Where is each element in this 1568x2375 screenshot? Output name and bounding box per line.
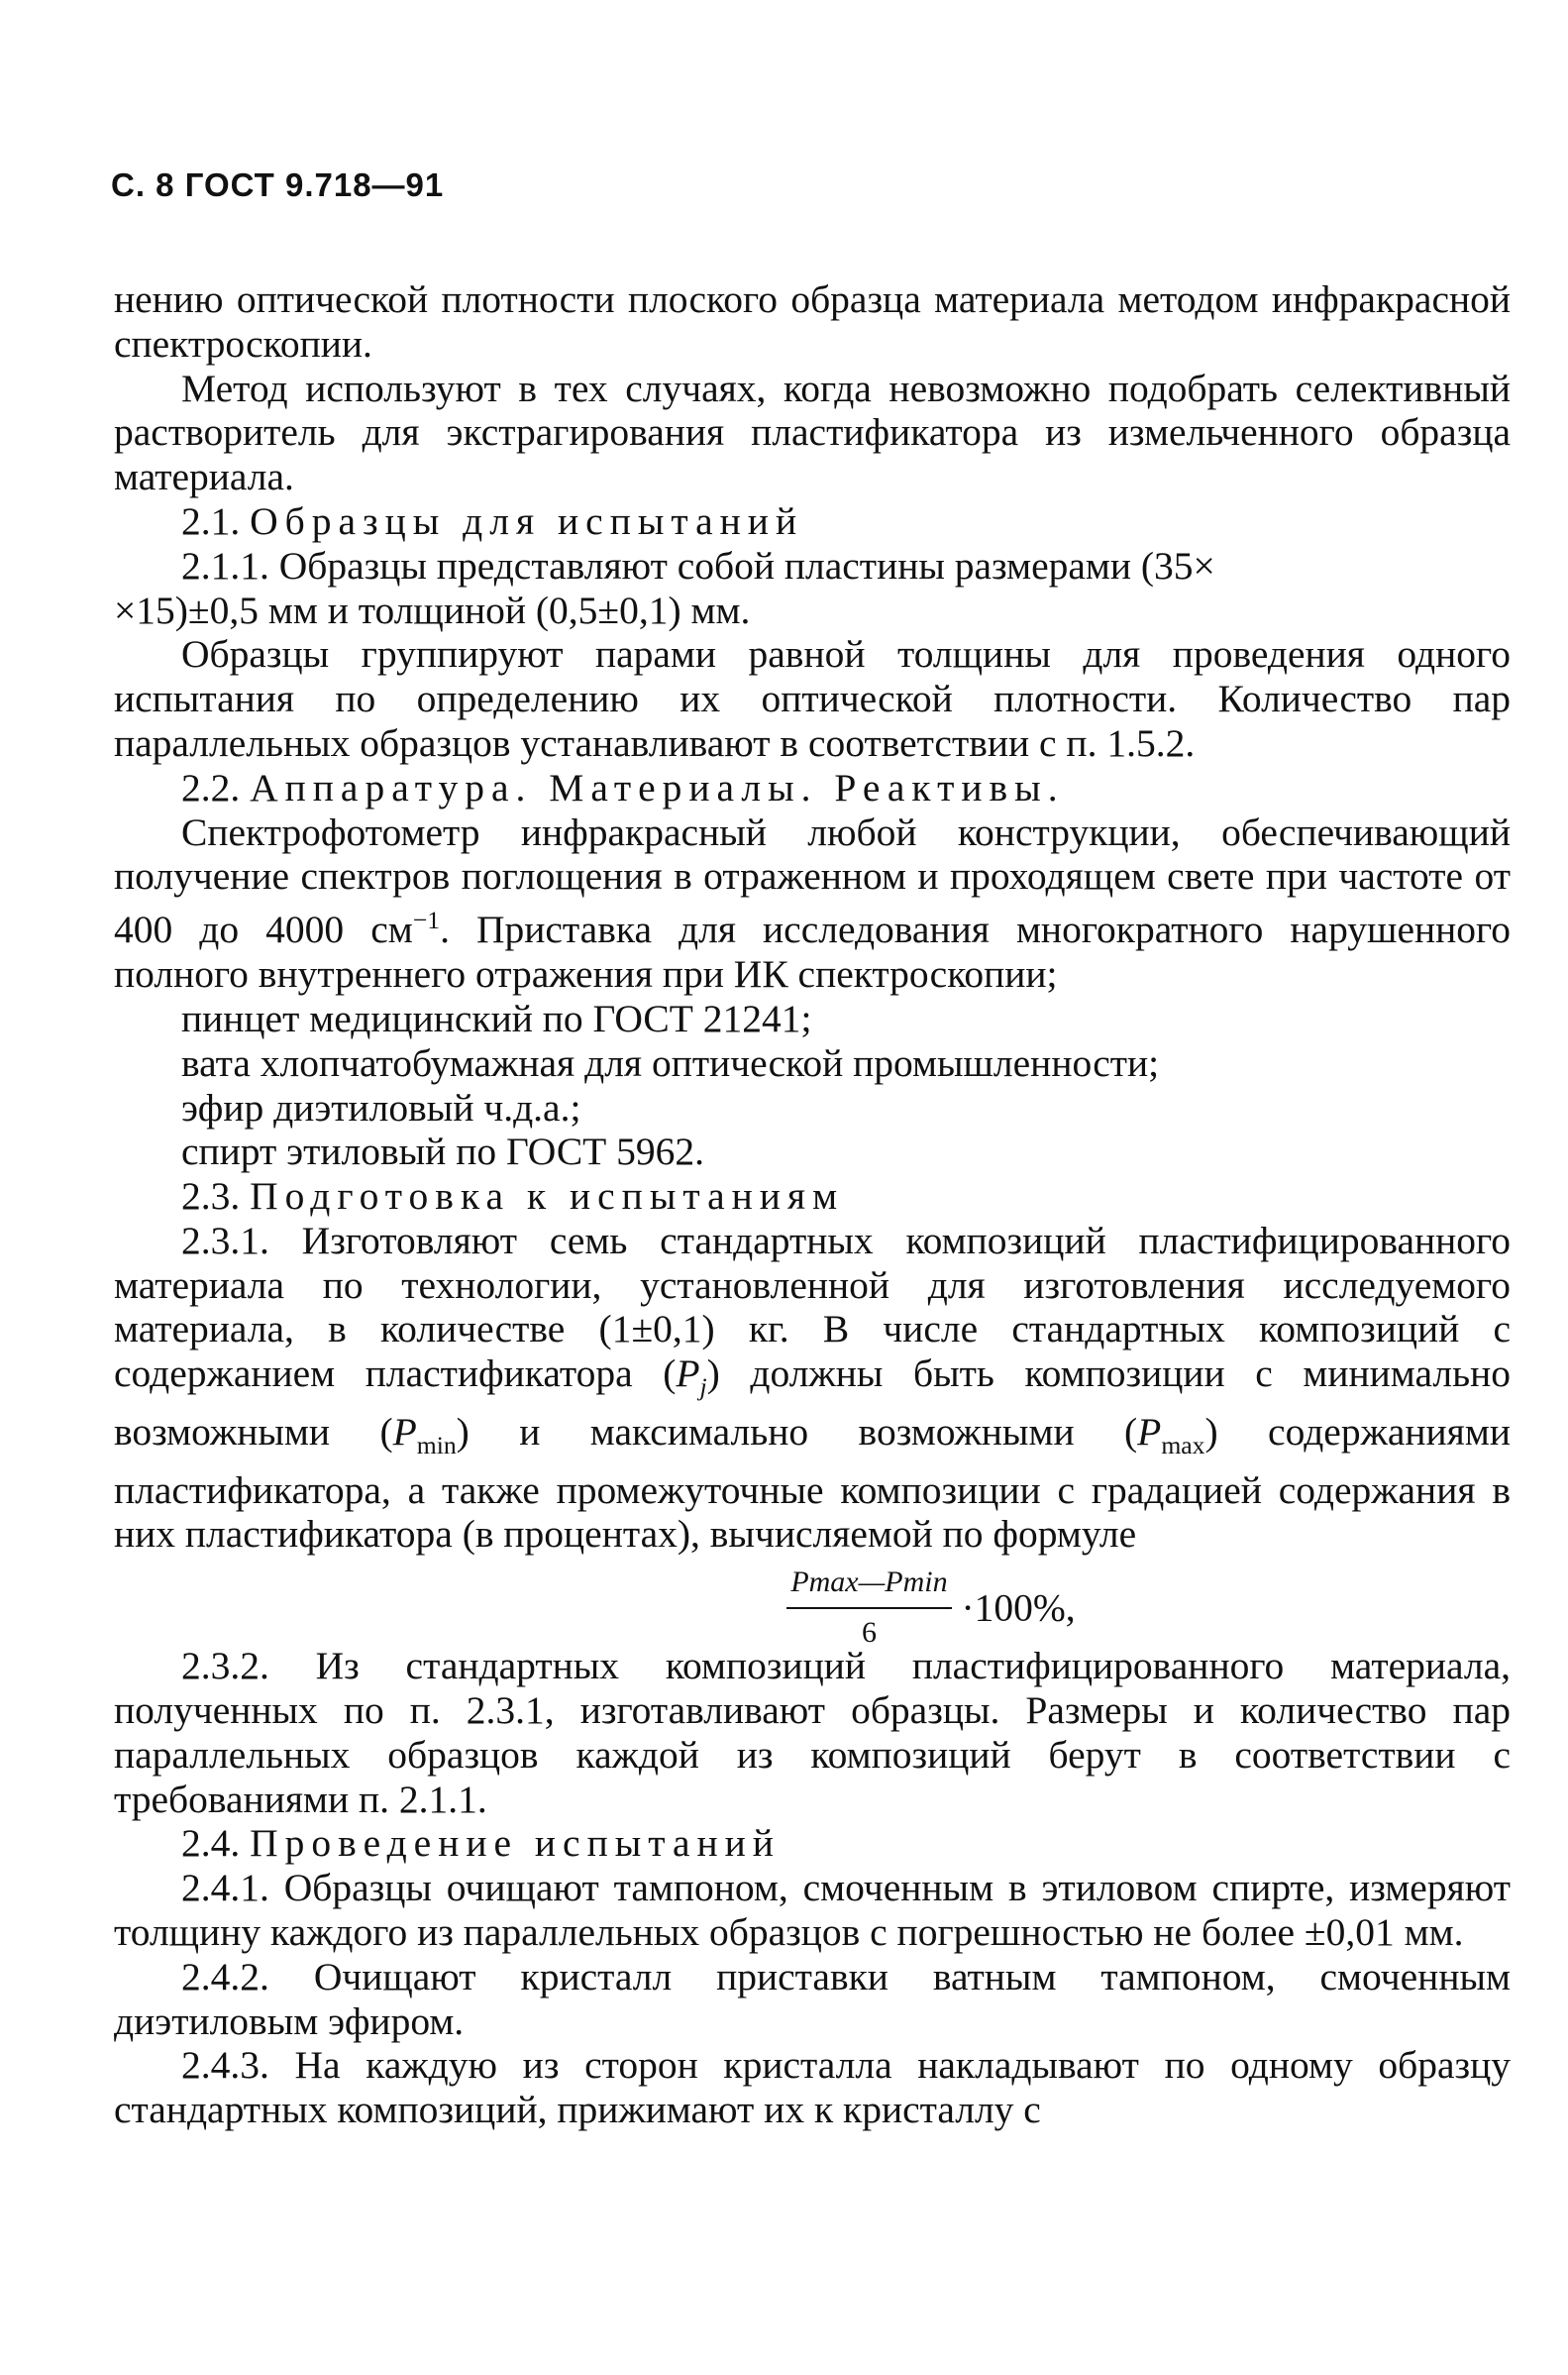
page-header: С. 8 ГОСТ 9.718—91 (111, 166, 445, 203)
section-title: Проведение испытаний (250, 1821, 781, 1866)
paragraph-2-4-3: 2.4.3. На каждую из сторон кристалла накладывают по одному образцу стандартных композиций, прижимают их к кристаллу с (114, 2043, 1511, 2132)
section-title: Аппаратура. Материалы. Реактивы. (250, 765, 1065, 810)
fraction-numerator: Pmax—Pmin (786, 1561, 951, 1609)
paragraph-2-3-1 (114, 1219, 1511, 1557)
paragraph-intro: нению оптической плотности плоского образца материала методом инфракрасной спектроскопии. (114, 277, 1511, 366)
paragraph-2-3-2: 2.3.2. Из стандартных композиций пластифицированного материала, полученных по п. 2.3.1, изготавливают образцы. Размеры и количество пар параллельных образцов каждой из композиций берут в соответствии с требованиями п. 2.1.1. (114, 1644, 1511, 1821)
text-fragment: ) содержаниями пластификатора, а также промежуточные композиции с градацией содержания в них пластификатора (в процентах), вычисляемой по формуле (114, 1409, 1511, 1557)
section-title: Образцы для испытаний (250, 498, 804, 543)
text-fragment: Спектрофотометр инфракрасный любой конструкции, обеспечивающий получение спектров поглощения в отраженном и проходящем свете при частоте от 400 до 4000 см (114, 810, 1511, 952)
paragraph-2-4-2: 2.4.2. Очищают кристалл приставки ватным тампоном, смоченным диэтиловым эфиром. (114, 1954, 1511, 2043)
text-fragment: 2.3.1. Изготовляют семь стандартных композиций пластифицированного материала по технологии, установленной для изготовления исследуемого материала, в количестве (1±0,1) кг. В числе стандартных композиций с содержанием пластификатора ( (114, 1218, 1511, 1396)
section-number: 2.1. (181, 498, 241, 543)
section-heading-2-1 (114, 499, 1511, 544)
formula-tail: ·100%, (961, 1585, 1076, 1630)
text-fragment: ) должны быть композиции с минимально возможными ( (114, 1351, 1512, 1454)
fraction (786, 1561, 951, 1656)
formula (352, 1557, 1511, 1650)
list-item: спирт этиловый по ГОСТ 5962. (181, 1130, 705, 1174)
paragraph-2-1-2: Образцы группируют парами равной толщины для проведения одного испытания по определению их оптической плотности. Количество пар параллельных образцов устанавливают в соответствии с п. 1.5.2. (114, 632, 1511, 765)
list-item: пинцет медицинский по ГОСТ 21241; (181, 996, 812, 1040)
text-fragment: . Приставка для исследования многократного нарушенного полного внутреннего отражения при ИК спектроскопии; (114, 908, 1511, 997)
paragraph-2-4-1: 2.4.1. Образцы очищают тампоном, смоченным в этиловом спирте, измеряют толщину каждого из параллельных образцов с погрешностью не более ±0,01 мм. (114, 1866, 1511, 1955)
section-number: 2.3. (181, 1174, 241, 1219)
subscript: min (416, 1430, 457, 1459)
symbol-p: P (676, 1351, 700, 1396)
subscript: max (1161, 1430, 1205, 1459)
section-heading-2-2 (114, 766, 1511, 810)
symbol-p: P (1137, 1409, 1162, 1454)
section-number: 2.2. (181, 765, 241, 810)
section-title: Подготовка к испытаниям (250, 1174, 845, 1219)
fraction-denominator: 6 (861, 1616, 877, 1650)
paragraph-2-1-1-cont: ×15)±0,5 мм и толщиной (0,5±0,1) мм. (114, 588, 751, 632)
superscript: −1 (412, 906, 441, 935)
section-heading-2-3 (114, 1174, 1511, 1219)
paragraph-2-2 (114, 810, 1511, 997)
subscript: j (699, 1372, 707, 1402)
list-item: эфир диэтиловый ч.д.а.; (181, 1085, 581, 1130)
document-body (114, 277, 1511, 2132)
list-item: вата хлопчатобумажная для оптической промышленности; (181, 1040, 1160, 1085)
paragraph-method: Метод используют в тех случаях, когда невозможно подобрать селективный растворитель для экстрагирования пластификатора из измельченного образца материала. (114, 366, 1511, 499)
paragraph-2-1-1: 2.1.1. Образцы представляют собой пластины размерами (35× (181, 543, 1215, 588)
symbol-p: P (392, 1409, 417, 1454)
section-heading-2-4 (114, 1821, 1511, 1866)
text-fragment: ) и максимально возможными ( (456, 1409, 1138, 1454)
section-number: 2.4. (181, 1821, 241, 1866)
